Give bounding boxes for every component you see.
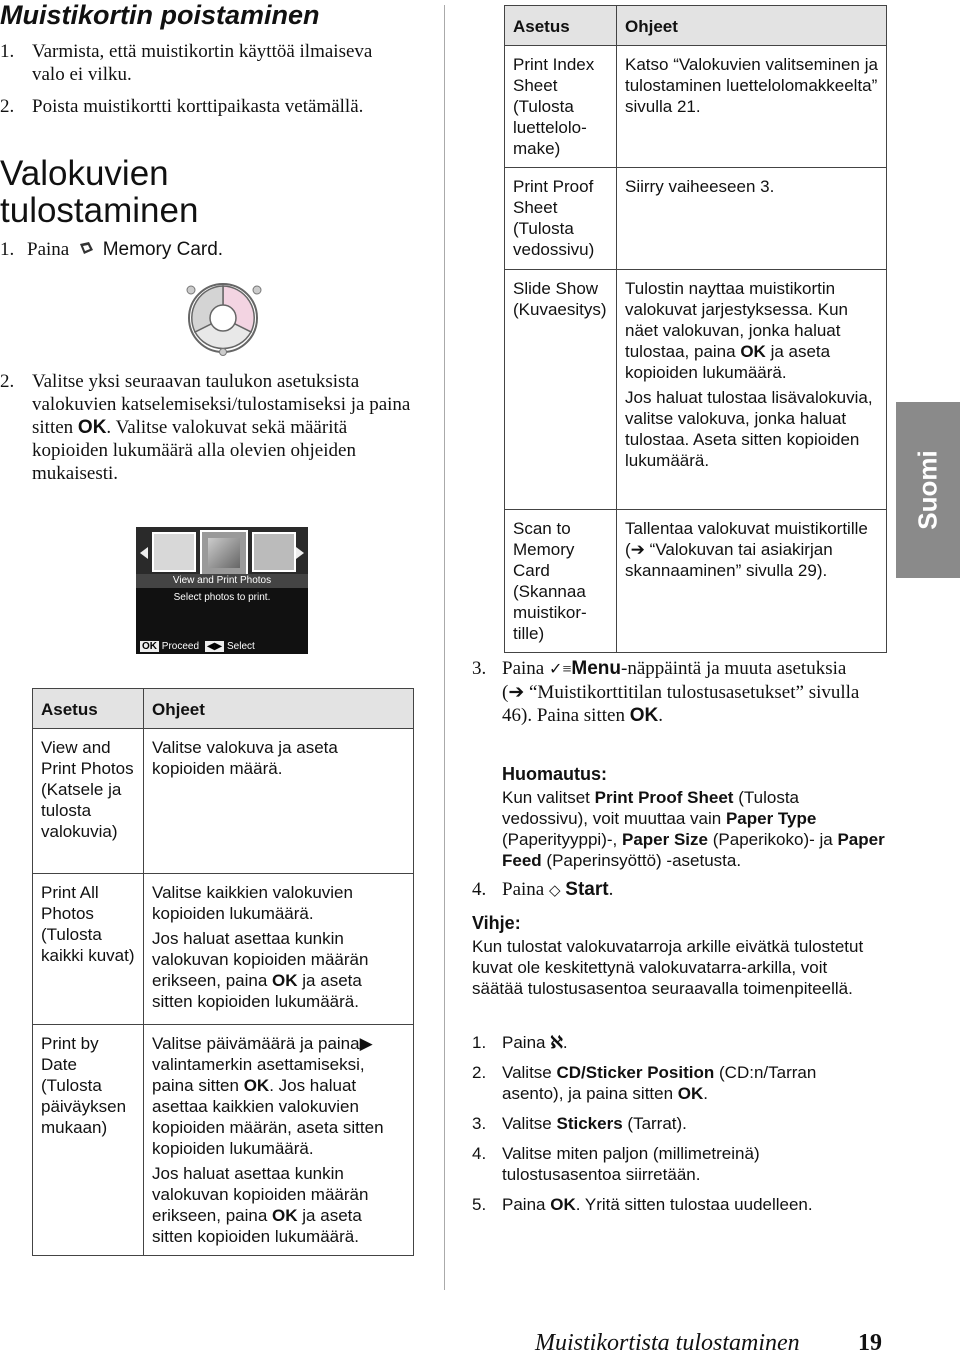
table-cell-setting: View and Print Photos (Katsele ja tulosta valokuvia) bbox=[33, 729, 144, 874]
lcd-screen-illustration bbox=[136, 527, 308, 654]
lcd-footer: OK Proceed ◀▶ Select bbox=[136, 639, 308, 654]
table-cell-setting: Print Index Sheet (Tulosta luettelolomake) bbox=[505, 46, 617, 168]
tip-box: Vihje: Kun tulostat valokuvatarroja arkille eivätkä tulostetut kuvat ole keskitettynä valokuvatarra-arkilla, voit säätää tulostusasentoa seuraavalla toimenpiteellä. bbox=[472, 913, 882, 999]
right-arrow-icon: ▶ bbox=[359, 1034, 373, 1053]
control-dial-illustration bbox=[183, 280, 265, 356]
table-cell-instructions: Valitse kaikkien valokuvien kopioiden lukumäärä. Jos haluat asettaa kunkin valokuvan kopioiden määrän erikseen, paina OK ja aseta sitten kopioiden lukumäärä. bbox=[144, 874, 414, 1025]
settings-table-left bbox=[32, 688, 414, 1256]
table-row bbox=[33, 729, 414, 874]
language-tab: Suomi bbox=[896, 402, 960, 578]
table-row bbox=[505, 168, 887, 270]
column-divider bbox=[444, 5, 445, 1290]
setup-key-icon: ℵ bbox=[550, 1033, 563, 1052]
tip-steps bbox=[472, 1032, 882, 1215]
tip-heading: Vihje: bbox=[472, 913, 521, 933]
section-title-remove-card: Muistikortin poistaminen bbox=[0, 0, 320, 30]
table-cell-setting: Print by Date (Tulosta päiväyksen mukaan) bbox=[33, 1025, 144, 1256]
table-row bbox=[505, 270, 887, 510]
menu-key-icon: ✓≡ bbox=[548, 661, 572, 678]
note-heading: Huomautus: bbox=[502, 764, 607, 784]
table-row bbox=[33, 1025, 414, 1256]
list-item: 2. Valitse CD/Sticker Position (CD:n/Tarran asento), ja paina sitten OK. bbox=[472, 1063, 817, 1103]
arrow-right-icon bbox=[296, 547, 304, 559]
photo-thumbnail bbox=[200, 530, 248, 576]
reference-arrow-icon: ➔ bbox=[508, 682, 525, 703]
table-cell-instructions: Tallentaa valokuvat muistikortille (➔ “Valokuvan tai asiakirjan skannaaminen” sivulla 29). bbox=[617, 510, 887, 653]
table-cell-instructions: Tulostin nayttaa muistikortin valokuvat jarjestyksessa. Kun näet valokuvan, jonka haluat tulostaa, paina OK ja aseta kopioiden lukumäärä. Jos haluat tulostaa lisävalokuvia, valitse valokuva, jonka haluat tulostaa. Aseta sitten kopioiden lukumäärä. bbox=[617, 270, 887, 510]
list-item: 4. Valitse miten paljon (millimetreinä) tulostusasentoa siirretään. bbox=[472, 1144, 760, 1184]
settings-table-right bbox=[504, 5, 887, 653]
memory-card-icon bbox=[77, 241, 95, 257]
arrow-left-icon bbox=[140, 547, 148, 559]
table-row bbox=[33, 874, 414, 1025]
remove-step-2: 2. Poista muistikortti korttipaikasta vetämällä. bbox=[0, 96, 364, 117]
table-cell-setting: Print Proof Sheet (Tulosta vedossivu) bbox=[505, 168, 617, 270]
table-cell-setting: Scan to Memory Card (Skannaa muistikortille) bbox=[505, 510, 617, 653]
list-item: 5. Paina OK. Yritä sitten tulostaa uudelleen. bbox=[472, 1195, 813, 1214]
list-item: 3. Valitse Stickers (Tarrat). bbox=[472, 1114, 687, 1133]
table-row bbox=[505, 46, 887, 168]
print-step-3: 3. Paina ✓≡Menu-näppäintä ja muuta asetuksia (➔ “Muistikorttitilan tulostusasetukset” sivulla 46). Paina sitten OK. bbox=[472, 658, 860, 726]
table-row bbox=[505, 510, 887, 653]
list-item: 1. Paina ℵ. bbox=[472, 1033, 568, 1052]
note-box: Huomautus: Kun valitset Print Proof Sheet (Tulosta vedossivu), voit muuttaa vain Paper Type (Paperityyppi)-, Paper Size (Paperikoko)- ja Paper Feed (Paperinsyöttö) -asetusta. bbox=[502, 764, 887, 871]
page-number: 19 bbox=[858, 1330, 882, 1355]
remove-step-1: 1. Varmista, että muistikortin käyttöä ilmaiseva valo ei vilku. bbox=[0, 41, 373, 85]
table-header: Asetus bbox=[505, 6, 617, 46]
lcd-title: View and Print Photos bbox=[136, 574, 308, 588]
table-cell-instructions: Siirry vaiheeseen 3. bbox=[617, 168, 887, 270]
left-right-keys-icon: ◀▶ bbox=[206, 641, 223, 652]
reference-arrow-icon: ➔ bbox=[630, 540, 645, 559]
photo-thumbnail bbox=[252, 532, 296, 572]
table-cell-setting: Print All Photos (Tulosta kaikki kuvat) bbox=[33, 874, 144, 1025]
print-step-1: 1. Paina Memory Card. bbox=[0, 239, 224, 260]
footer-title: Muistikortista tulostaminen bbox=[535, 1330, 800, 1355]
table-header: Asetus bbox=[33, 689, 144, 729]
table-cell-instructions: Valitse päivämäärä ja paina▶ valintamerkin asettamiseksi, paina sitten OK. Jos haluat asettaa kaikkien valokuvien kopioiden määrän, aseta sitten kopioiden lukumäärä. Jos haluat asettaa kunkin valokuvan kopioiden määrän erikseen, paina OK ja aseta sitten kopioiden lukumäärä. bbox=[144, 1025, 414, 1256]
section-title-print-photos: Valokuvien tulostaminen bbox=[0, 154, 199, 230]
lcd-subtitle: Select photos to print. bbox=[173, 592, 271, 603]
table-cell-instructions: Valitse valokuva ja aseta kopioiden määrä. bbox=[144, 729, 414, 874]
photo-thumbnail bbox=[152, 532, 196, 572]
start-key-icon: ◇ bbox=[548, 883, 561, 899]
table-cell-setting: Slide Show (Kuvaesitys) bbox=[505, 270, 617, 510]
table-cell-instructions: Katso “Valokuvien valitseminen ja tulostaminen luettelolomakkeelta” sivulla 21. bbox=[617, 46, 887, 168]
table-header: Ohjeet bbox=[144, 689, 414, 729]
table-header: Ohjeet bbox=[617, 6, 887, 46]
print-step-2: 2. Valitse yksi seuraavan taulukon asetuksista valokuvien katselemiseksi/tulostamiseksi ja paina sitten OK. Valitse valokuvat sekä määritä kopioiden lukumäärä alla olevien ohjeiden mukaisesti. bbox=[0, 371, 411, 484]
print-step-4: 4. Paina ◇ Start. bbox=[472, 879, 614, 900]
ok-badge: OK bbox=[142, 641, 157, 652]
